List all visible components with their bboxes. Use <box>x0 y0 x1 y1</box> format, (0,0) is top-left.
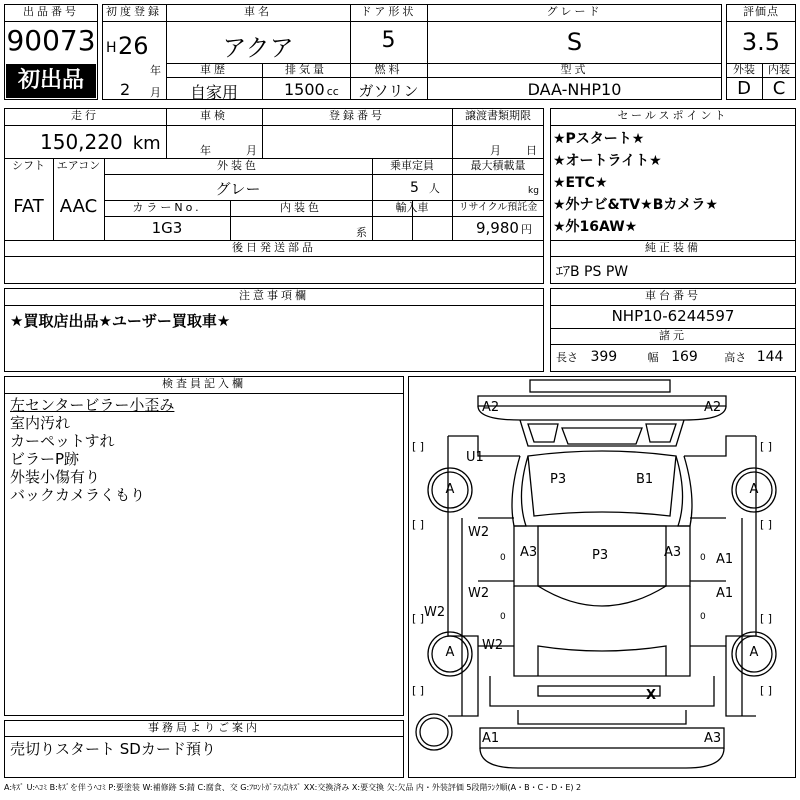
sales-points-list <box>553 128 718 238</box>
fuel: ガソリン <box>358 82 419 100</box>
car-name-label: 車名 <box>244 5 272 18</box>
inspection-year-unit: 年 <box>200 144 211 157</box>
notes-text: ★買取店出品★ユーザー買取車★ <box>10 312 231 330</box>
reg-label: 初度登録 <box>106 5 162 18</box>
mark-left-sill: W2 <box>424 605 446 620</box>
history: 自家用 <box>189 83 238 102</box>
mark-left-fender: U1 <box>466 450 484 465</box>
transfer-label: 譲渡書類期限 <box>465 109 531 122</box>
mileage-label: 走行 <box>71 109 99 122</box>
inspection-label: 車検 <box>200 109 228 122</box>
reg-month-unit: 月 <box>150 86 161 99</box>
mark-left-pillar: A3 <box>520 545 538 560</box>
mark-zero: 0 <box>700 612 706 622</box>
sales-point: ★外16AW★ <box>553 219 638 235</box>
car-name: アクア <box>222 34 294 62</box>
reg-year-unit: 年 <box>150 64 161 77</box>
later-parts-label: 後日発送部品 <box>232 241 316 254</box>
load-unit: kg <box>528 186 539 196</box>
diagram-bracket: [ ] <box>760 440 773 453</box>
sales-point: ★オートライト★ <box>553 153 662 169</box>
seats: 5 人 <box>410 180 440 196</box>
score: 3.5 <box>741 28 781 56</box>
equipment-label: 純正装備 <box>645 241 701 254</box>
inspector-label: 検査員記入欄 <box>162 377 246 390</box>
seats-label: 乗車定員 <box>390 159 434 172</box>
lot-number: 90073 <box>6 24 96 57</box>
legend: A:ｷｽﾞ U:ﾍｺﾐ B:ｷｽﾞを伴うﾍｺﾐ P:要塗装 W:補修跡 S:錆 C:腐食、交 G:ﾌﾛﾝﾄｶﾞﾗｽ点ｷｽﾞ XX:交換済み X:要交換 欠:欠品 内・外装評価 5段階ﾗﾝｸ順(A・B・C・D・E) 2 <box>4 783 582 792</box>
ext-color: グレー <box>215 180 261 198</box>
mark-tire-rear-left: A <box>445 645 455 660</box>
inspector-line: ビラーP跡 <box>10 450 80 468</box>
mark-right-pillar: A3 <box>664 545 682 560</box>
mark-right-rear-door: A1 <box>716 586 734 601</box>
sales-point: ★ETC★ <box>553 175 608 191</box>
chassis-number: NHP10-6244597 <box>611 307 735 325</box>
mark-rear-x: X <box>646 688 657 703</box>
load-label: 最大積載量 <box>470 159 526 172</box>
grade-label: グレード <box>546 5 603 18</box>
notes-label: 注意事項欄 <box>239 289 309 302</box>
inspector-line: カーペットすれ <box>10 432 115 450</box>
shift-label: シフト <box>12 159 45 172</box>
diagram-bracket: [ ] <box>760 518 773 531</box>
ac-label: エアコン <box>56 159 101 172</box>
recycle-fee: 9,980 円 <box>476 219 532 237</box>
mark-center-body: P3 <box>592 548 609 563</box>
inspector-notes <box>10 396 174 504</box>
mark-left-front-door: W2 <box>468 525 490 540</box>
transfer-month-unit: 月 <box>490 144 501 157</box>
transfer-day-unit: 日 <box>526 144 537 157</box>
diagram-bracket: [ ] <box>412 612 425 625</box>
grade: S <box>566 28 583 56</box>
sales-point: ★外ナビ&TV★Bカメラ★ <box>553 197 718 213</box>
door-type: 5 <box>381 28 396 53</box>
office-text: 売切りスタート SDカード預り <box>10 740 216 758</box>
displacement: 1500 cc <box>284 80 339 99</box>
dims-row: 長さ 399 幅 169 高さ 144 <box>556 349 784 365</box>
ac: AAC <box>59 196 98 217</box>
mark-tire-rear-right: A <box>749 645 759 660</box>
reg-era: H <box>106 40 117 56</box>
int-label: 内装 <box>768 63 790 76</box>
color-no: 1G3 <box>151 219 183 237</box>
ext-grade: D <box>737 78 751 99</box>
mark-zero: 0 <box>500 553 506 563</box>
diagram-bracket: [ ] <box>412 440 425 453</box>
mark-roof-left: P3 <box>550 472 567 487</box>
mark-zero: 0 <box>700 553 706 563</box>
mark-left-rear-fender: W2 <box>482 638 504 653</box>
mark-zero: 0 <box>500 612 506 622</box>
model-code: DAA-NHP10 <box>527 80 622 99</box>
mark-rear-left-bumper: A1 <box>482 731 500 746</box>
ext-label: 外装 <box>733 63 755 76</box>
history-label: 車歴 <box>200 63 228 76</box>
score-label: 評価点 <box>743 5 779 18</box>
inspector-line: 左センタービラー小歪み <box>10 396 175 414</box>
inspector-line: 室内汚れ <box>10 414 71 432</box>
mileage: 150,220 km <box>40 130 161 154</box>
diagram-bracket: [ ] <box>412 684 425 697</box>
door-label: ドア形状 <box>360 5 417 18</box>
car-outline-drawing <box>408 376 796 778</box>
mark-front-left-bumper: A2 <box>482 400 500 415</box>
fuel-label: 燃料 <box>374 63 403 76</box>
displacement-label: 排気量 <box>285 63 327 76</box>
inspector-line: バックカメラくもり <box>10 486 146 504</box>
inspection-month-unit: 月 <box>246 144 257 157</box>
model-label: 型式 <box>560 63 589 76</box>
int-color-label: 内装色 <box>280 201 322 214</box>
mark-front-right-bumper: A2 <box>704 400 722 415</box>
reg-year: 26 <box>118 32 149 60</box>
office-label: 事務局よりご案内 <box>148 721 260 734</box>
reg-month: 2 <box>120 80 131 99</box>
inspector-line: 外装小傷有り <box>10 468 101 486</box>
chassis-label: 車台番号 <box>645 289 701 302</box>
mark-tire-front-right: A <box>749 482 759 497</box>
lot-label: 出品番号 <box>23 5 79 18</box>
mark-roof-right: B1 <box>636 472 654 487</box>
sales-points-label: セールスポイント <box>617 109 729 122</box>
diagram-bracket: [ ] <box>760 612 773 625</box>
equipment-items: ｴｱB PS PW <box>556 264 629 280</box>
import-label: 輸入車 <box>395 201 429 214</box>
color-no-label: カラーNo. <box>132 201 202 214</box>
first-listing-badge: 初出品 <box>6 64 96 98</box>
recycle-label: リサイクル預託金 <box>458 202 538 213</box>
diagram-bracket: [ ] <box>412 518 425 531</box>
plate-label: 登録番号 <box>329 109 385 122</box>
diagram-bracket: [ ] <box>760 684 773 697</box>
dims-label: 諸元 <box>659 329 687 342</box>
ext-color-label: 外装色 <box>217 159 259 172</box>
int-grade: C <box>772 78 786 99</box>
mark-right-front-door: A1 <box>716 552 734 567</box>
mark-left-rear-door: W2 <box>468 586 490 601</box>
shift: FAT <box>13 196 44 217</box>
mark-rear-right-bumper: A3 <box>704 731 722 746</box>
mark-tire-front-left: A <box>445 482 455 497</box>
int-color-unit: 系 <box>356 226 367 239</box>
sales-point: ★Pスタート★ <box>553 131 645 147</box>
